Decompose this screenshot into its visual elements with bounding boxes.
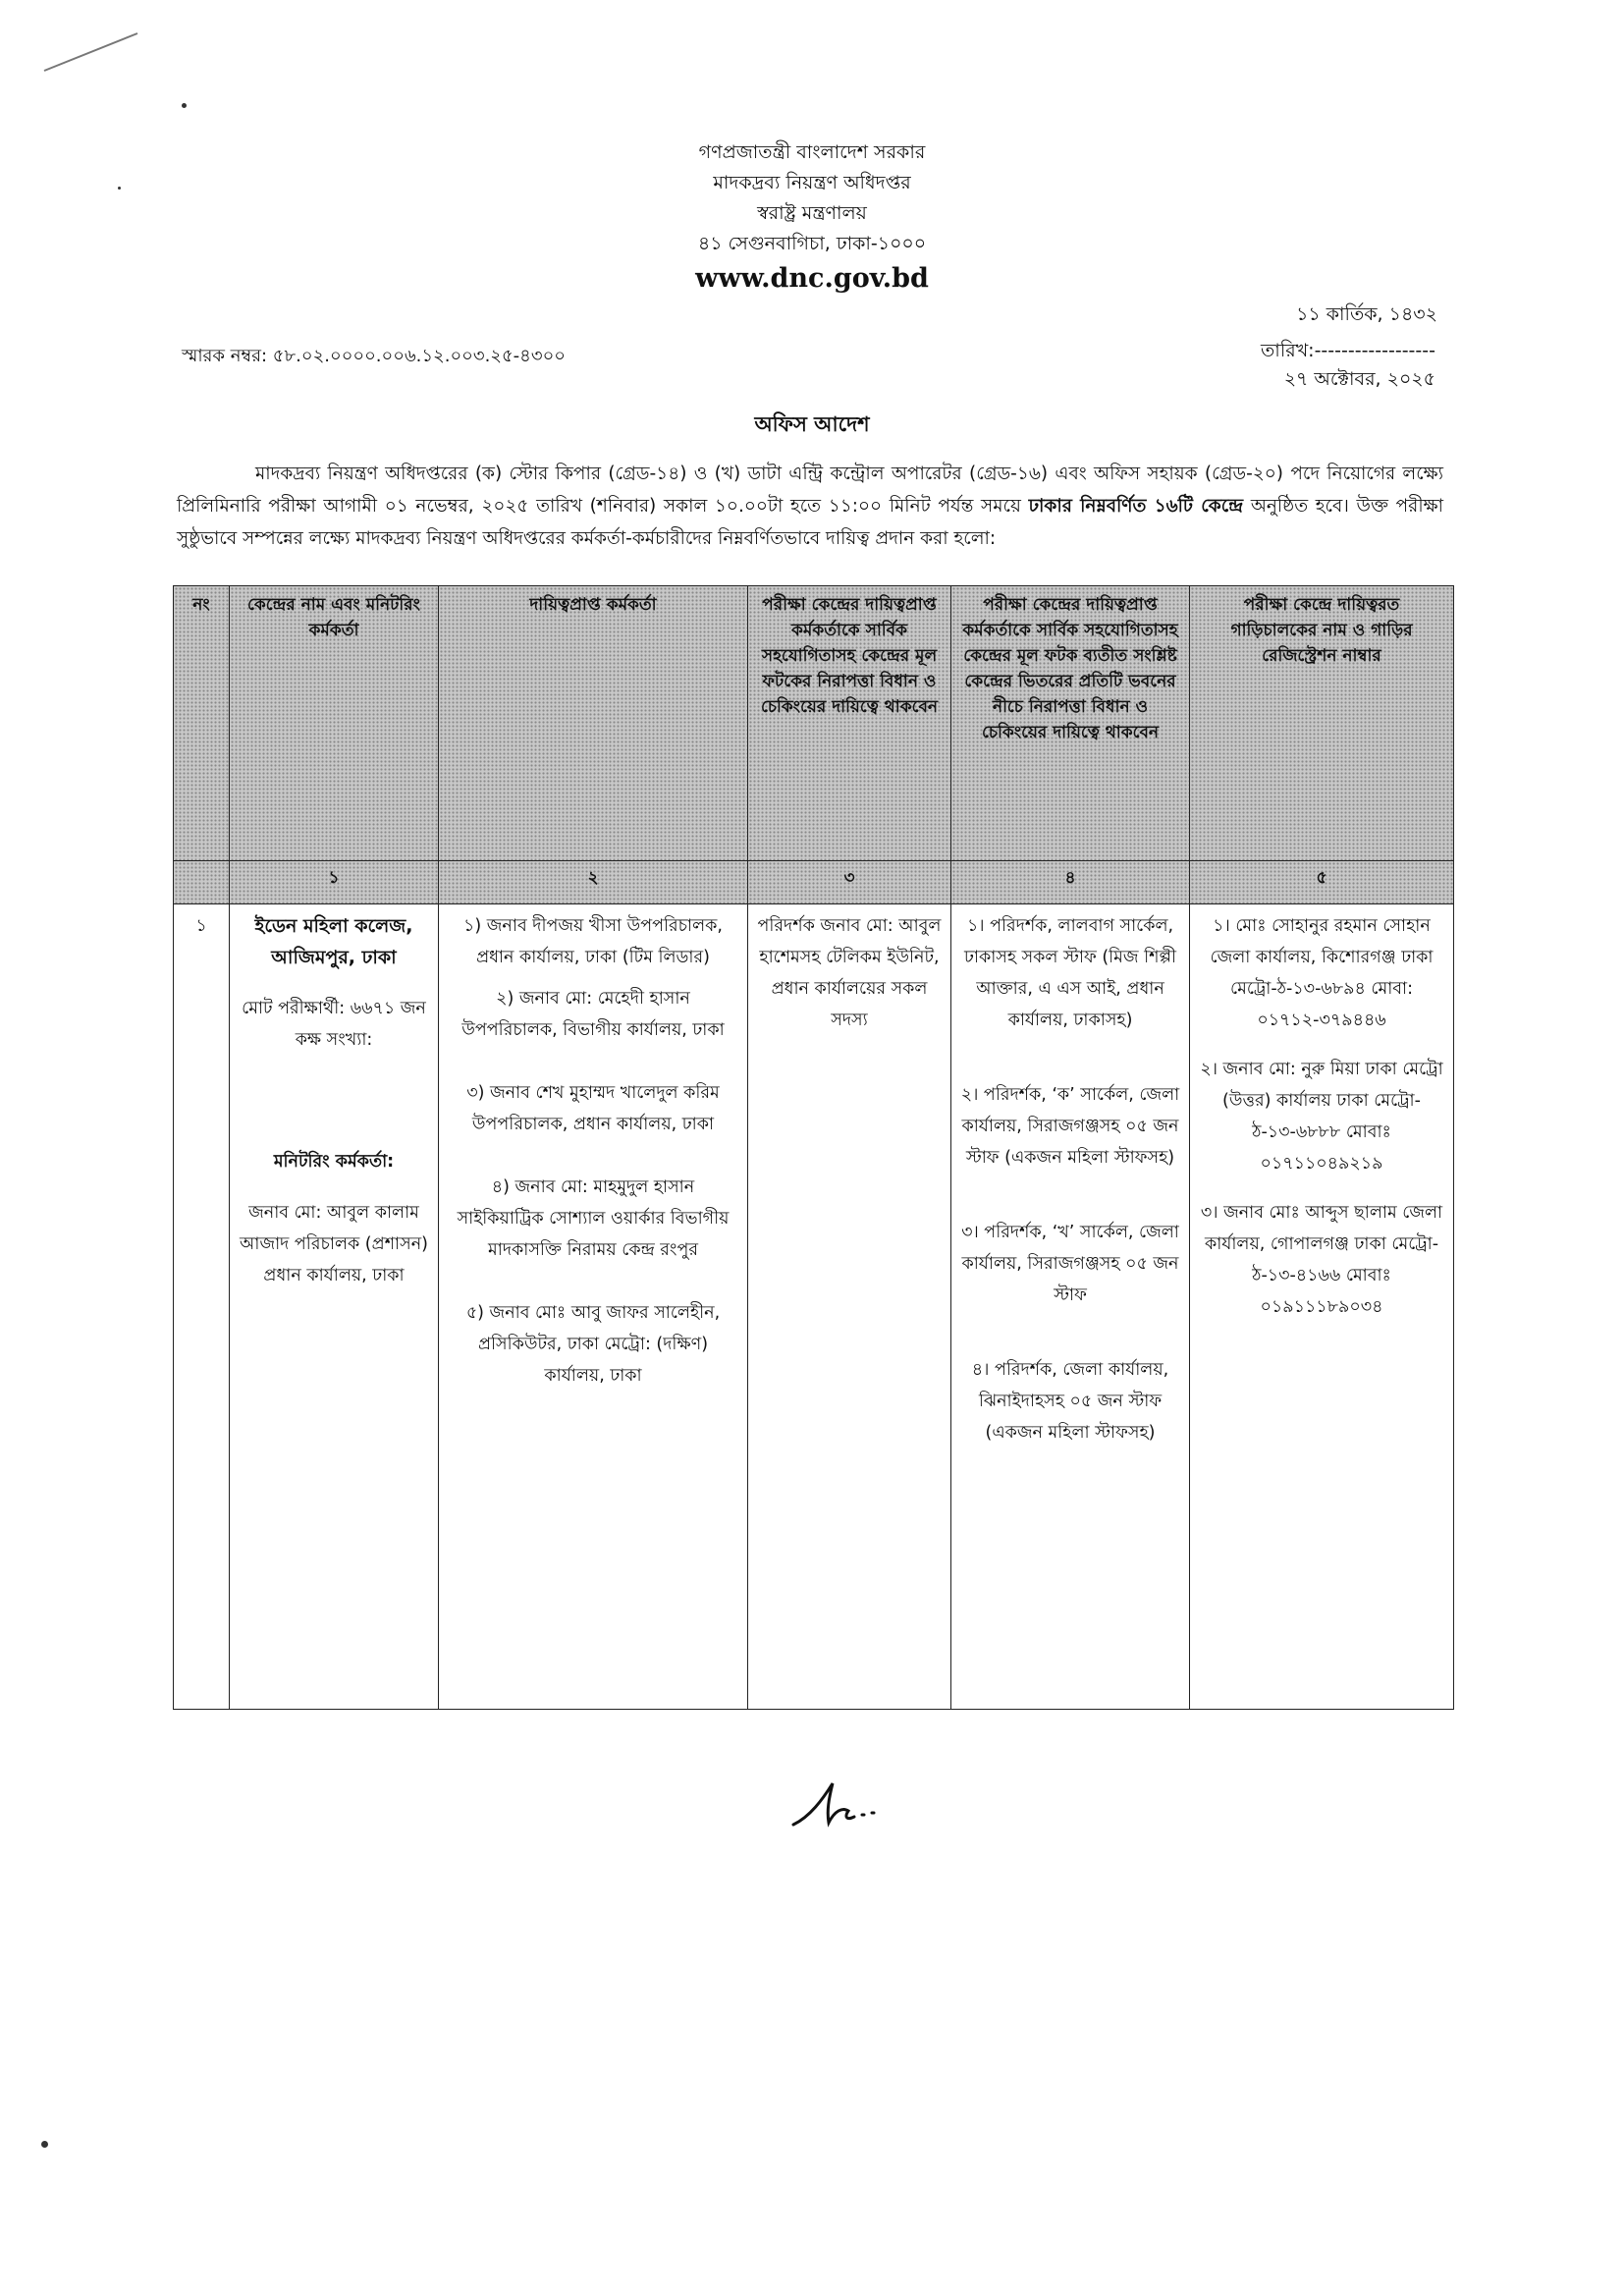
drivers-cell (1190, 904, 1454, 1710)
department-name: মাদকদ্রব্য নিয়ন্ত্রণ অধিদপ্তর (713, 172, 911, 193)
driver-entry: ৩। জনাব মোঃ আব্দুস ছালাম জেলা কার্যালয়, গোপালগঞ্জ ঢাকা মেট্রো-ঠ-১৩-৪১৬৬ মোবাঃ ০১৯১১১৮৯০৩৪ (1200, 1203, 1443, 1317)
officer-entry: ১) জনাব দীপজয় খীসা উপপরিচালক, প্রধান কার্যালয়, ঢাকা (টিম লিডার) (463, 916, 723, 967)
col-number-blank (174, 861, 230, 904)
website-url: www.dnc.gov.bd (695, 263, 929, 294)
signature-mark (785, 1777, 903, 1836)
col-number: ৪ (951, 861, 1190, 904)
inspector-entry: ২। পরিদর্শক, ‘ক’ সার্কেল, জেলা কার্যালয়, সিরাজগঞ্জসহ ০৫ জন স্টাফ (একজন মহিলা স্টাফসহ) (960, 1085, 1180, 1168)
column-number-row (174, 861, 1454, 904)
intro-paragraph (177, 458, 1443, 555)
scan-speck (41, 2141, 48, 2148)
ministry-name: স্বরাষ্ট্র মন্ত্রণালয় (757, 202, 867, 224)
scan-speck (182, 103, 187, 108)
order-title: অফিস আদেশ (754, 412, 870, 436)
date-bengali: ১১ কার্তিক, ১৪৩২ (1296, 303, 1437, 325)
driver-entry: ২। জনাব মো: নুরু মিয়া ঢাকা মেট্রো (উত্তর) কার্যালয় ঢাকা মেট্রো-ঠ-১৩-৬৮৮৮ মোবাঃ ০১৭১১০৪৯২১৯ (1200, 1060, 1443, 1174)
inner-security-cell (951, 904, 1190, 1710)
inspector-entry: ১। পরিদর্শক, লালবাগ সার্কেল, ঢাকাসহ সকল স্টাফ (মিজ শিল্পী আক্তার, এ এস আই, প্রধান কার্যালয়, ঢাকাসহ) (964, 916, 1176, 1030)
center-name: ইডেন মহিলা কলেজ, আজিমপুর, ঢাকা (254, 915, 413, 968)
header-gate-security: পরীক্ষা কেন্দ্রের দায়িত্বপ্রাপ্ত কর্মকর্তাকে সার্বিক সহযোগিতাসহ কেন্দ্রের মূল ফটকের নিরাপত্তা বিধান ও চেকিংয়ের দায়িত্বে থাকবেন (748, 586, 951, 861)
govt-name: গণপ্রজাতন্ত্রী বাংলাদেশ সরকার (698, 141, 926, 163)
header-drivers: পরীক্ষা কেন্দ্রে দায়িত্বরত গাড়িচালকের নাম ও গাড়ির রেজিস্ট্রেশন নাম্বার (1190, 586, 1454, 861)
memo-number: স্মারক নম্বর: ৫৮.০২.০০০০.০০৬.১২.০০৩.২৫-৪৩০০ (182, 346, 566, 366)
scan-speck (118, 187, 121, 190)
driver-entry: ১। মোঃ সোহানুর রহমান সোহান জেলা কার্যালয়, কিশোরগঞ্জ ঢাকা মেট্রো-ঠ-১৩-৬৮৯৪ মোবা: ০১৭১২-৩৭৯৪৪৬ (1210, 916, 1434, 1030)
office-address: ৪১ সেগুনবাগিচা, ঢাকা-১০০০ (697, 233, 927, 254)
monitoring-officer: জনাব মো: আবুল কালাম আজাদ পরিচালক (প্রশাসন) প্রধান কার্যালয়, ঢাকা (240, 1203, 428, 1285)
duty-table (173, 585, 1454, 1710)
letterhead (567, 137, 1057, 299)
inspector-entry: ৪। পরিদর্শক, জেলা কার্যালয়, ঝিনাইদাহসহ ০৫ জন স্টাফ (একজন মহিলা স্টাফসহ) (971, 1360, 1169, 1443)
gate-security-cell: পরিদর্শক জনাব মো: আবুল হাশেমসহ টেলিকম ইউনিট, প্রধান কার্যালয়ের সকল সদস্য (748, 904, 951, 1710)
intro-text-2: অনুষ্ঠিত হবে। উক্ত পরীক্ষা সুষ্ঠুভাবে সম্পন্নের লক্ষ্যে মাদকদ্রব্য নিয়ন্ত্রণ অধিদপ্তরের কর্মকর্তা-কর্মচারীদের নিম্নবর্ণিতভাবে দায়িত্ব প্রদান করা হলো: (177, 496, 1444, 549)
officers-cell (439, 904, 748, 1710)
inspector-entry: ৩। পরিদর্শক, ‘খ’ সার্কেল, জেলা কার্যালয়, সিরাজগঞ্জসহ ০৫ জন স্টাফ (961, 1223, 1179, 1305)
intro-text-1: মাদকদ্রব্য নিয়ন্ত্রণ অধিদপ্তরের (ক) স্টোর কিপার (গ্রেড-১৪) ও (খ) ডাটা এন্ট্রি কন্ট্রোল অপারেটর (গ্রেড-১৬) এবং অফিস সহায়ক (গ্রেড-২০) পদে নিয়োগের লক্ষ্যে প্রিলিমিনারি পরীক্ষা আগামী ০১ নভেম্বর, ২০২৫ তারিখ (শনিবার) সকাল ১০.০০টা হতে ১১:০০ মিনিট পর্যন্ত সময়ে (177, 464, 1443, 517)
intro-bold: ঢাকার নিম্নবর্ণিত ১৬টি কেন্দ্রে (1028, 496, 1244, 517)
officer-entry: ৩) জনাব শেখ মুহাম্মদ খালেদুল করিম উপপরিচালক, প্রধান কার্যালয়, ঢাকা (466, 1083, 720, 1134)
monitoring-label: মনিটরিং কর্মকর্তা: (273, 1152, 395, 1172)
header-center: কেন্দ্রের নাম এবং মনিটরিং কর্মকর্তা (230, 586, 439, 861)
total-examinees: মোট পরীক্ষার্থী: ৬৬৭১ জন (242, 999, 426, 1018)
col-number: ৩ (748, 861, 951, 904)
col-number: ৫ (1190, 861, 1454, 904)
room-count: কক্ষ সংখ্যা: (295, 1030, 373, 1050)
table-row (174, 904, 1454, 1710)
date-label: তারিখ:------------------ (1261, 340, 1435, 361)
officer-entry: ৫) জনাব মোঃ আবু জাফর সালেহীন, প্রসিকিউটর, ঢাকা মেট্রো: (দক্ষিণ) কার্যালয়, ঢাকা (465, 1303, 721, 1386)
officer-entry: ৪) জনাব মো: মাহমুদুল হাসান সাইকিয়াট্রিক সোশ্যাল ওয়ার্কার বিভাগীয় মাদকাসক্তি নিরাময় কেন্দ্র রংপুর (457, 1177, 730, 1260)
header-serial: নং (174, 586, 230, 861)
center-cell (230, 904, 439, 1710)
date-gregorian: ২৭ অক্টোবর, ২০২৫ (1283, 368, 1435, 390)
officer-entry: ২) জনাব মো: মেহেদী হাসান উপপরিচালক, বিভাগীয় কার্যালয়, ঢাকা (461, 989, 725, 1040)
col-number: ১ (230, 861, 439, 904)
col-number: ২ (439, 861, 748, 904)
header-inner-security: পরীক্ষা কেন্দ্রের দায়িত্বপ্রাপ্ত কর্মকর্তাকে সার্বিক সহযোগিতাসহ কেন্দ্রের মূল ফটক ব্যতীত সংশ্লিষ্ট কেন্দ্রের ভিতরের প্রতিটি ভবনের নীচে নিরাপত্তা বিধান ও চেকিংয়ের দায়িত্বে থাকবেন (951, 586, 1190, 861)
header-officers: দায়িত্বপ্রাপ্ত কর্মকর্তা (439, 586, 748, 861)
table-header-row (174, 586, 1454, 861)
pen-stroke-mark (39, 27, 147, 77)
row-serial: ১ (174, 904, 230, 1710)
